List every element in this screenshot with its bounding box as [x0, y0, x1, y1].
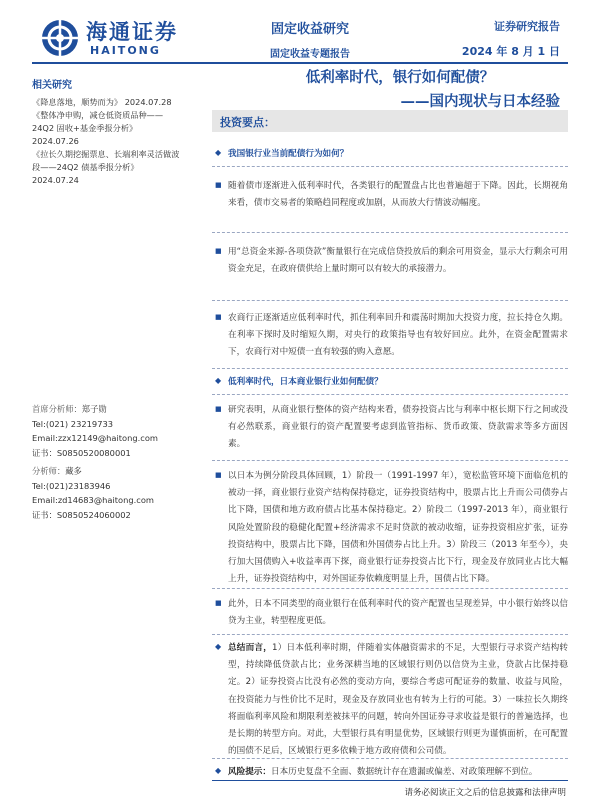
analyst-contacts	[32, 402, 182, 522]
square-bullet-icon: ■	[215, 405, 222, 413]
report-meta	[462, 18, 560, 59]
paragraph-text: 随着债市逐渐进入低利率时代，各类银行的配置盘占比也普遍超于下降。因此，长期视角来看，债市交易者的策略趋同程度或加剧，从而放大行情波动幅度。	[228, 181, 568, 209]
dashed-divider	[212, 368, 568, 369]
analyst-name-line	[32, 402, 182, 417]
analyst-role: 首席分析师：	[32, 404, 82, 414]
paragraph-text: 以日本为例分阶段具体回顾，1）阶段一（1991-1997 年），宽松监管环境下面临危机的被动一择，商业银行业资产结构保持稳定，证券投资结构中，股票占比上升而公司债券占比下降，国债和地方政府债占比基本保持稳定。2）阶段二（1997-2013 年），商业银行风险处置阶段的稳健化配置+经济需求不足时贷款的被动收缩，证券投资相应扩张，证券投资结构中，股票占比下降，国债和外国债券占比上升。3）阶段三（2013 年至今），央行加大国债购入+收益率再下探，商业银行证券投资占比下行，现金及存放同业占比大幅上升，证券投资结构中，对外国证券依赖度明显上升，国债占比下降。	[228, 471, 568, 585]
summary-heading-bar	[212, 110, 568, 132]
diamond-bullet-icon: ◆	[215, 376, 222, 385]
related-research-heading: 相关研究	[32, 80, 72, 91]
report-subcategory: 固定收益专题报告	[270, 49, 350, 60]
conclusion-item	[212, 640, 568, 760]
dashed-divider	[212, 166, 568, 167]
footer-divider	[212, 780, 568, 781]
question-item	[212, 146, 568, 163]
analyst-role: 分析师：	[32, 466, 66, 476]
related-item-title: 《拉长久期挖掘票息、长端利率灵活做波段——24Q2 债基季报分析》	[32, 149, 180, 172]
dashed-divider	[212, 232, 568, 233]
risk-text: 日本历史复盘不全面、数据统计存在遗漏或偏差、对政策理解不到位。	[270, 767, 538, 777]
square-bullet-icon: ■	[215, 181, 222, 189]
related-research	[32, 76, 182, 187]
report-type: 证券研究报告	[494, 20, 560, 33]
conclusion-label: 总结而言，	[228, 643, 273, 653]
related-item[interactable]	[32, 148, 182, 187]
conclusion-paragraph	[228, 640, 568, 760]
logo-english: HAITONG	[90, 44, 161, 57]
question-text: 低利率时代，日本商业银行业如何配债？	[228, 377, 383, 387]
square-bullet-icon: ■	[215, 599, 222, 607]
dashed-divider	[212, 394, 568, 395]
diamond-bullet-icon: ◆	[215, 148, 222, 157]
analyst-cert: 证书：S0850520080001	[32, 447, 131, 458]
analyst-name-line	[32, 464, 182, 479]
analyst-email[interactable]: Email:zd14683@haitong.com	[32, 495, 154, 505]
paragraph-text: 用“总资金来源-各项贷款”衡量银行在完成信贷投放后的剩余可用资金，显示大行剩余可用资金充足，在政府债供给上量时期可以有较大的承接潜力。	[228, 247, 568, 275]
related-item-date: 2024.07.24	[32, 175, 79, 185]
conclusion-text: 1）日本低利率时期，伴随着实体融资需求的不足，大型银行寻求资产结构转型，持续降低贷款占比；业务深耕当地的区域银行则仍以信贷为主业，贷款占比保持稳定。2）证券投资占比没有必然的变动方向，要综合考虑可配证券的数量、收益与风险，在投资能力与性价比不足时，现金及存放同业也有转为上行的可能。3）一味拉长久期终将面临利率风险和期限利差被抹平的问题，转向外国证券寻求收益是银行的普遍选择，也是长期的转型方向。对此，大型银行具有明显优势，区域银行则更为谨慎面析，在可配置的国债不足后，区域银行更多依赖于地方政府债和公司债。	[228, 643, 568, 757]
title-subtitle: ——国内现状与日本经验	[400, 94, 560, 110]
related-item[interactable]	[32, 96, 182, 109]
square-bullet-icon: ■	[215, 471, 222, 479]
report-category: 固定收益研究	[270, 22, 349, 37]
paragraph-text: 农商行正逐渐适应低利率时代，抓住利率回升和震荡时期加大投资力度，拉长持仓久期。在利率下探时及时缩短久期，对央行的政策指导也有较好回应。此外，在资金配置需求下，农商行对中短债一直有较强的购入意愿。	[228, 313, 568, 358]
analyst-phone: Tel:(021)23183946	[32, 480, 111, 491]
question-text: 我国银行业当前配债行为如何？	[228, 149, 349, 159]
header-divider	[32, 62, 568, 64]
analyst-cert: 证书：S0850524060002	[32, 509, 131, 520]
haitong-logo-icon	[40, 18, 80, 58]
diamond-bullet-icon: ◆	[215, 766, 222, 775]
paragraph-item	[212, 244, 568, 278]
dashed-divider	[212, 758, 568, 759]
related-item-date: 2024.07.26	[32, 136, 79, 146]
title-main: 低利率时代，银行如何配债？	[305, 70, 495, 86]
logo-chinese: 海通证券	[86, 19, 178, 44]
paragraph-item	[212, 402, 568, 454]
related-item[interactable]	[32, 109, 182, 148]
report-title	[200, 66, 560, 111]
dashed-divider	[212, 300, 568, 301]
related-item-title: 《整体净申购，减仓低资质品种——24Q2 固收+基金季报分析》	[32, 110, 164, 133]
risk-item	[212, 764, 568, 781]
related-item-date: 2024.07.28	[124, 97, 172, 107]
paragraph-item	[212, 310, 568, 362]
analyst-name: 郑子勋	[81, 404, 107, 414]
paragraph-item	[212, 596, 568, 630]
summary-heading: 投资要点：	[220, 116, 275, 129]
analyst-phone: Tel:(021) 23219733	[32, 418, 114, 429]
risk-paragraph	[228, 764, 568, 781]
footer-disclaimer: 请务必阅读正文之后的信息披露和法律声明	[404, 788, 566, 798]
analyst-email[interactable]: Email:zzx12149@haitong.com	[32, 433, 158, 443]
paragraph-item	[212, 468, 568, 588]
risk-label: 风险提示：	[228, 767, 271, 777]
analyst-name: 藏多	[65, 466, 82, 476]
paragraph-text: 此外，日本不同类型的商业银行在低利率时代的资产配置也呈现差异，中小银行始终以信贷为主业，转型程度更低。	[228, 599, 568, 627]
dashed-divider	[212, 634, 568, 635]
paragraph-item	[212, 178, 568, 212]
report-category-block	[240, 18, 380, 60]
question-item	[212, 374, 568, 391]
square-bullet-icon: ■	[215, 313, 222, 321]
paragraph-text: 研究表明，从商业银行整体的资产结构来看，债券投资占比与利率中枢长期下行之间或没有必然联系，商业银行的资产配置要考虑到监管指标、货币政策、贷款需求等多方面因素。	[228, 405, 568, 450]
related-item-title: 《降息落地，顺势而为》	[32, 97, 123, 107]
dashed-divider	[212, 588, 568, 589]
company-logo	[40, 14, 190, 60]
report-date: 2024 年 8 月 1 日	[461, 45, 560, 58]
dashed-divider	[212, 460, 568, 461]
square-bullet-icon: ■	[215, 247, 222, 255]
diamond-bullet-icon: ◆	[215, 642, 222, 651]
